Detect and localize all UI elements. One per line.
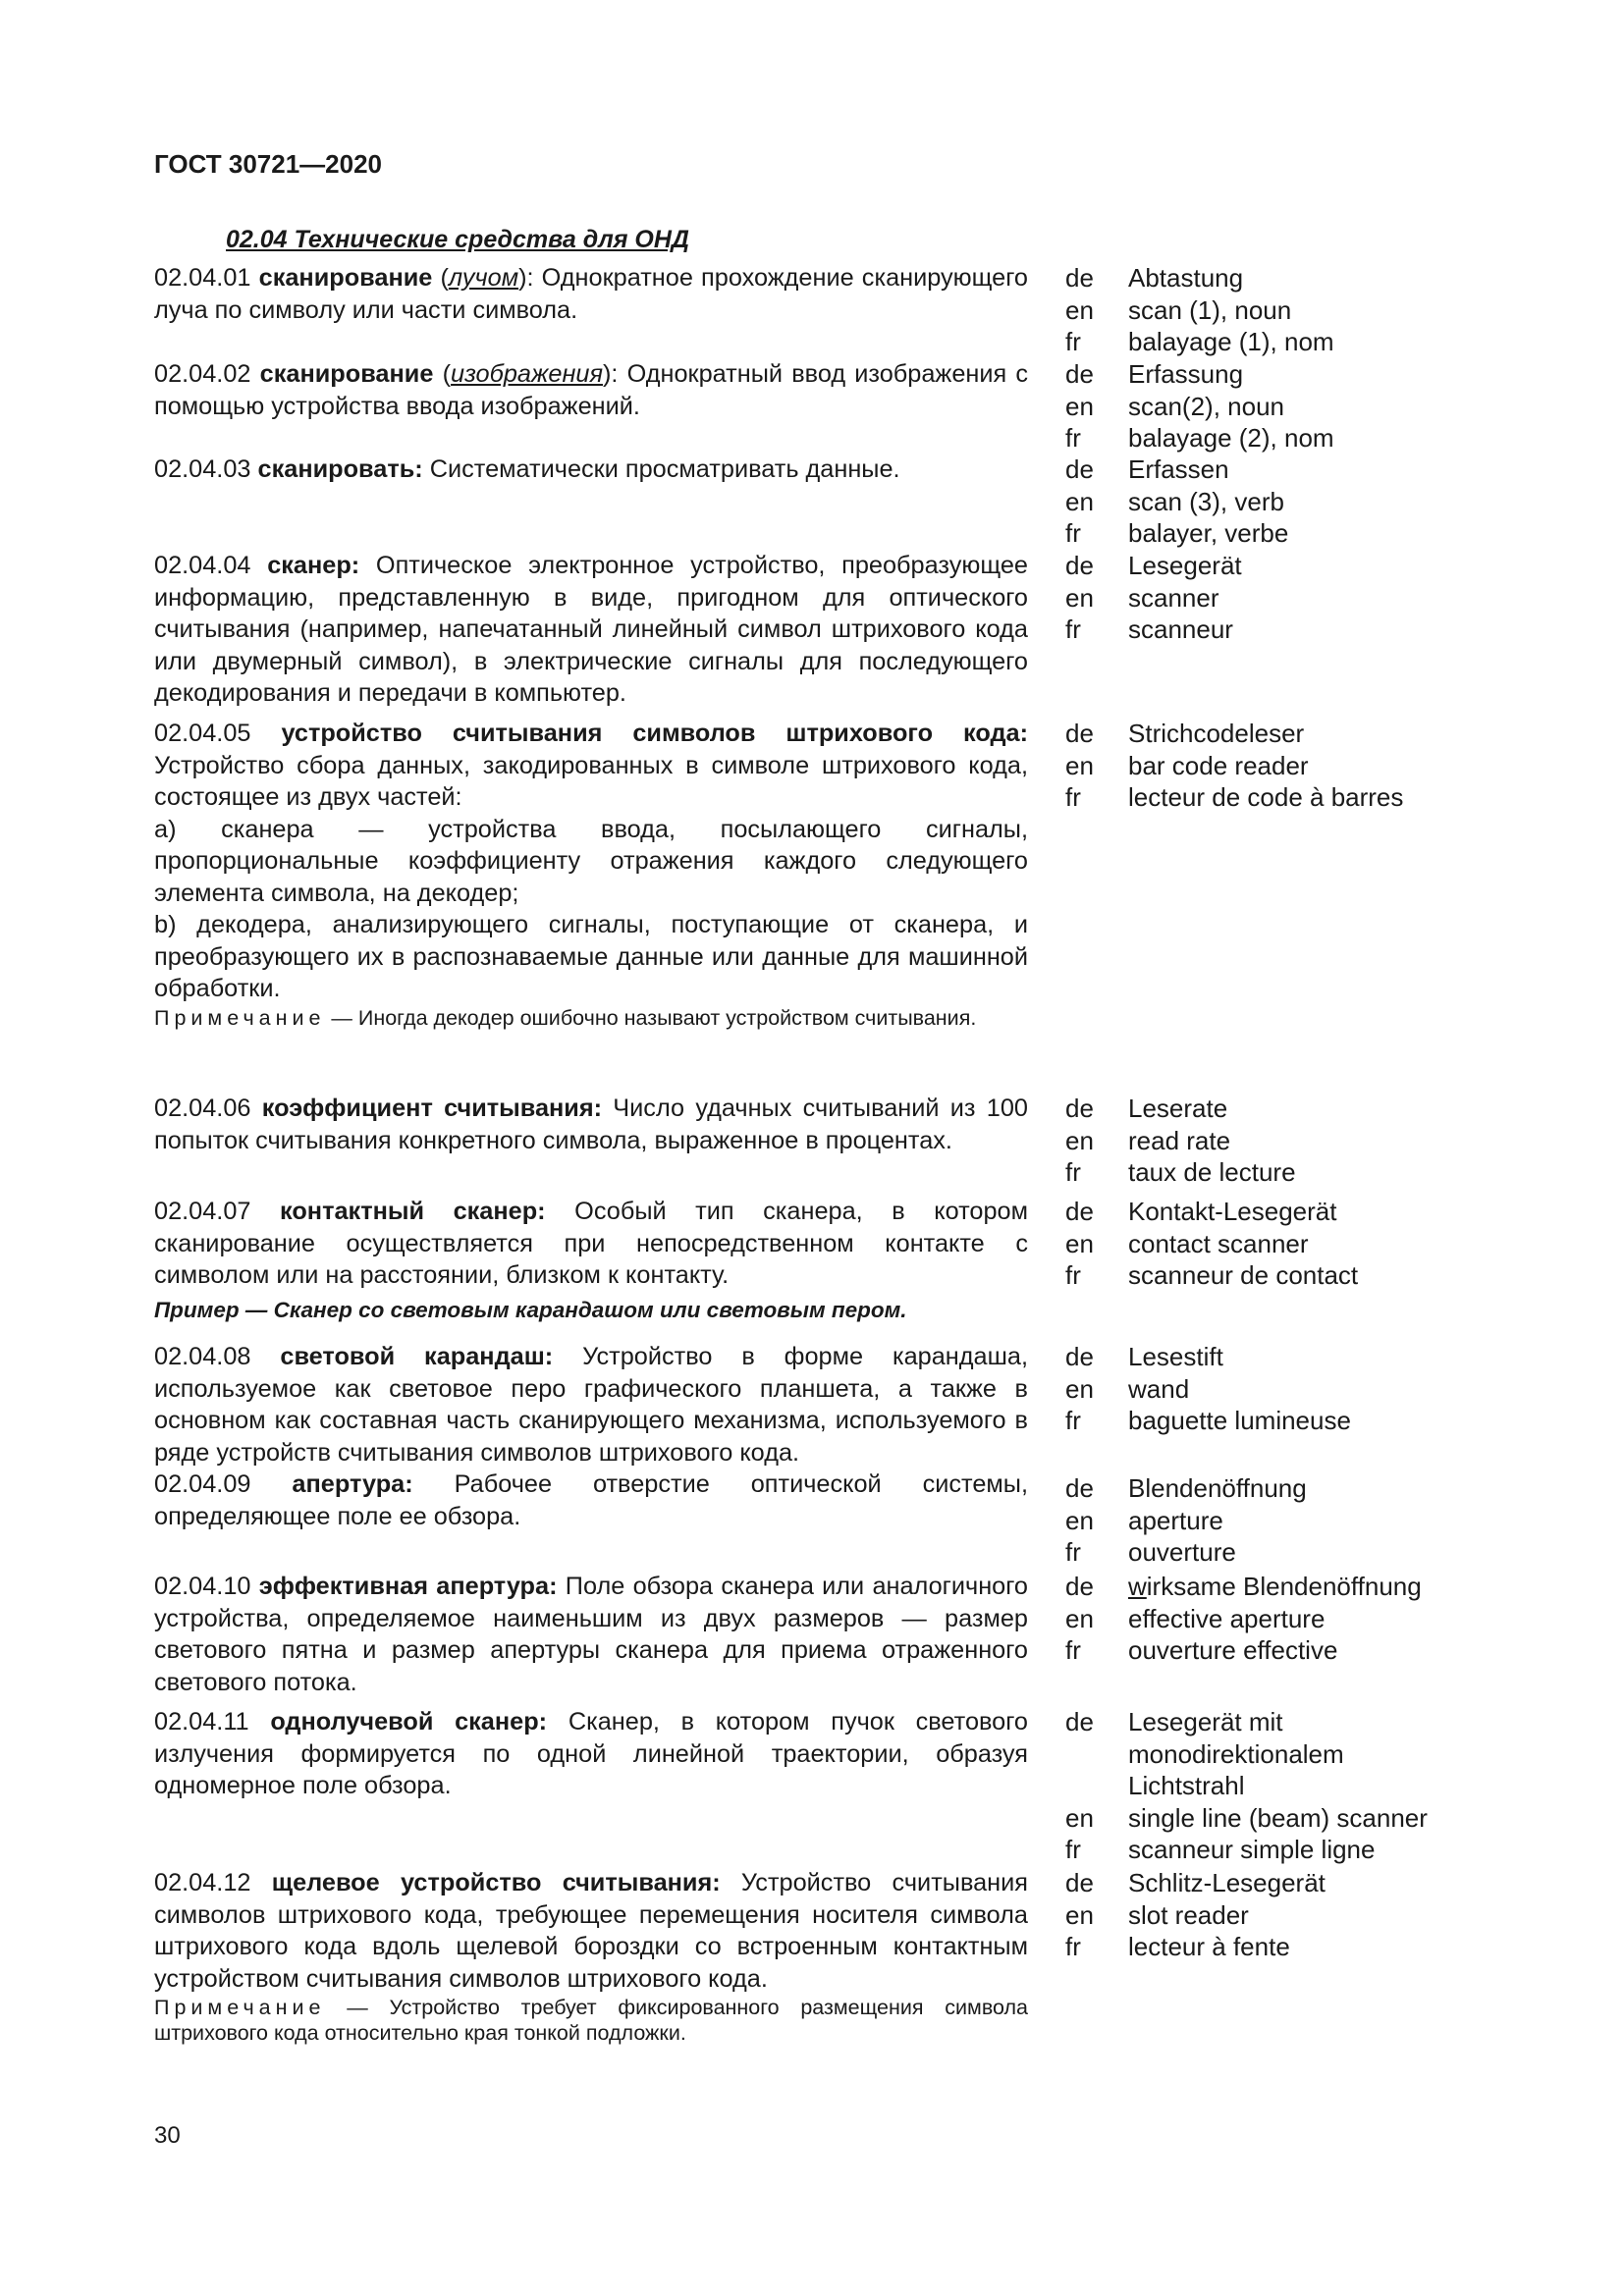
term-row: de Kontakt-Lesegerät bbox=[1065, 1197, 1337, 1226]
equivalent-terms bbox=[1065, 1341, 1624, 1437]
term-row: fr scanneur bbox=[1065, 614, 1233, 644]
term-row: de Erfassung bbox=[1065, 359, 1244, 389]
term-row: en scan (3), verb bbox=[1065, 486, 1284, 516]
term-row: fr baguette lumineuse bbox=[1065, 1406, 1351, 1435]
term-row: fr scanneur de contact bbox=[1065, 1260, 1359, 1290]
term: контактный сканер: bbox=[280, 1198, 546, 1225]
term: сканировать: bbox=[257, 455, 423, 483]
term-row: fr balayer, verbe bbox=[1065, 518, 1289, 548]
term-row: de Schlitz-Lesegerät bbox=[1065, 1868, 1326, 1897]
equivalent-terms bbox=[1065, 1093, 1624, 1189]
equivalent-terms bbox=[1065, 1867, 1624, 1963]
term-row: en read rate bbox=[1065, 1125, 1231, 1155]
term-row: monodirektionalem bbox=[1128, 1738, 1344, 1769]
term-row: en wand bbox=[1065, 1373, 1190, 1404]
term-qualifier: изображения bbox=[451, 360, 603, 388]
term-row: fr balayage (1), nom bbox=[1065, 327, 1334, 356]
equivalent-terms bbox=[1065, 454, 1624, 550]
equivalent-terms bbox=[1065, 1706, 1624, 1866]
definition-text: Однократное прохождение сканирующего луча по символу или части символа. bbox=[154, 264, 1028, 324]
list-item-a: a) сканера — устройства ввода, посылающего сигналы, пропорциональные коэффициенту отражения каждого следующего элемента символа, на декодер; bbox=[154, 815, 1028, 907]
definition: 02.04.04 сканер: Оптическое электронное устройство, преобразующее информацию, представленную в виде, пригодном для оптического считывания (например, напечатанный линейный символ штрихового кода или двумерный символ), в электрические сигналы для последующего декодирования и передачи в компьютер. bbox=[154, 552, 1028, 707]
term: эффективная апертура: bbox=[258, 1573, 558, 1600]
term-row: fr ouverture bbox=[1065, 1537, 1236, 1567]
term-row: fr ouverture effective bbox=[1065, 1635, 1338, 1665]
definition: 02.04.06 коэффициент считывания: Число удачных считываний из 100 попыток считывания конкретного символа, выраженное в процентах. bbox=[154, 1095, 1028, 1154]
term-row: de Leserate bbox=[1065, 1094, 1228, 1123]
term-row: fr lecteur à fente bbox=[1065, 1932, 1290, 1961]
section-title: 02.04 Технические средства для ОНД bbox=[226, 226, 689, 253]
term-row: en scan (1), noun bbox=[1065, 294, 1292, 325]
definition: 02.04.02 сканирование (изображения): Однократный ввод изображения с помощью устройства ввода изображений. bbox=[154, 360, 1029, 420]
term-row: en slot reader bbox=[1065, 1899, 1249, 1930]
term-row: Lichtstrahl bbox=[1128, 1771, 1245, 1800]
term-row: en contact scanner bbox=[1065, 1228, 1309, 1258]
term-row: de Strichcodeleser bbox=[1065, 719, 1305, 748]
note-text: — Устройство требует фиксированного размещения символа штрихового кода относительно края тонкой подложки. bbox=[154, 1996, 1028, 2045]
definition: 02.04.11 однолучевой сканер: Сканер, в котором пучок светового излучения формируется по одной линейной траектории, образуя одномерное поле обзора. bbox=[154, 1708, 1028, 1799]
definition: 02.04.07 контактный сканер: Особый тип сканера, в котором сканирование осуществляется при непосредственном контакте с символом или на расстоянии, близком к контакту. Пример — Сканер со световым карандашом или световым пером. bbox=[154, 1196, 1028, 1325]
entry-number: 02.04.01 bbox=[154, 264, 251, 292]
definition: 02.04.03 сканировать: Систематически просматривать данные. bbox=[154, 455, 900, 483]
definition: 02.04.08 световой карандаш: Устройство в форме карандаша, используемое как световое перо графического планшета, а также в основном как составная часть сканирующего механизма, используемого в ряде устройств считывания символов штрихового кода. bbox=[154, 1343, 1028, 1467]
term: сканирование bbox=[258, 264, 433, 292]
term: апертура: bbox=[292, 1470, 413, 1498]
term-row: en bar code reader bbox=[1065, 750, 1309, 780]
term-row: fr scanneur simple ligne bbox=[1065, 1835, 1376, 1864]
example: Пример — Сканер со световым карандашом или световым пером. bbox=[154, 1297, 907, 1322]
term-row: fr lecteur de code à barres bbox=[1065, 782, 1404, 812]
term-row: de Lesegerät mit bbox=[1065, 1707, 1283, 1736]
term: сканер: bbox=[267, 552, 360, 579]
term: сканирование bbox=[259, 360, 434, 388]
term: щелевое устройство считывания: bbox=[271, 1869, 721, 1896]
term-row: en scanner bbox=[1065, 582, 1219, 613]
definition: 02.04.09 апертура: Рабочее отверстие оптической системы, определяющее поле ее обзора. bbox=[154, 1470, 1028, 1530]
term-row: en effective aperture bbox=[1065, 1603, 1326, 1633]
term: световой карандаш: bbox=[280, 1343, 554, 1370]
equivalent-terms bbox=[1065, 358, 1624, 454]
note-label: Примечание bbox=[154, 1996, 326, 2019]
equivalent-terms bbox=[1065, 262, 1624, 358]
term: коэффициент считывания: bbox=[261, 1095, 603, 1122]
note-text: — Иногда декодер ошибочно называют устройством считывания. bbox=[325, 1005, 977, 1030]
document-header: ГОСТ 30721—2020 bbox=[154, 149, 382, 179]
equivalent-terms bbox=[1065, 1571, 1624, 1667]
term: устройство считывания символов штрихового кода: bbox=[281, 720, 1029, 747]
equivalent-terms bbox=[1065, 1196, 1624, 1292]
term-row: de Abtastung bbox=[1065, 263, 1244, 293]
page-number: 30 bbox=[154, 2122, 181, 2149]
term-row: de Lesestift bbox=[1065, 1342, 1223, 1371]
term-row: fr taux de lecture bbox=[1065, 1157, 1296, 1187]
term-row: en aperture bbox=[1065, 1505, 1223, 1535]
definition: 02.04.12 щелевое устройство считывания: Устройство считывания символов штрихового кода, требующее перемещения носителя символа штрихового кода вдоль щелевой бороздки со встроенным контактным устройством считывания символов штрихового кода. Примечание — Устройство требует фиксированного размещения символа штрихового кода относительно края тонкой подложки. bbox=[154, 1869, 1028, 2045]
equivalent-terms bbox=[1065, 718, 1624, 814]
term-row: de Lesegerät bbox=[1065, 551, 1242, 580]
term-row: en scan(2), noun bbox=[1065, 391, 1284, 421]
term-qualifier: лучом bbox=[448, 264, 519, 292]
equivalent-terms bbox=[1065, 1472, 1624, 1569]
definition: 02.04.05 устройство считывания символов штрихового кода: Устройство сбора данных, закодированных в символе штрихового кода, состоящее из двух частей: a) сканера — устройства ввода, посылающего сигналы, пропорциональные коэффициенту отражения каждого следующего элемента символа, на декодер; b) декодера, анализирующего сигналы, поступающие от сканера, и преобразующего их в распознаваемые данные или данные для машинной обработки. Примечание — Иногда декодер ошибочно называют устройством считывания. bbox=[154, 720, 1029, 1030]
list-item-b: b) декодера, анализирующего сигналы, поступающие от сканера, и преобразующего их в распознаваемые данные или данные для машинной обработки. bbox=[154, 911, 1028, 1002]
term-row: de Erfassen bbox=[1065, 454, 1229, 484]
term-row: de Blendenöffnung bbox=[1065, 1473, 1307, 1503]
equivalent-terms bbox=[1065, 550, 1624, 646]
term-row: en single line (beam) scanner bbox=[1065, 1802, 1428, 1833]
note-label: Примечание bbox=[154, 1005, 326, 1030]
definition: 02.04.01 сканирование (лучом): Однократное прохождение сканирующего луча по символу или части символа. bbox=[154, 264, 1028, 324]
term-row: de wirksame Blendenöffnung bbox=[1065, 1572, 1422, 1601]
note bbox=[154, 1995, 1028, 2046]
term-row: fr balayage (2), nom bbox=[1065, 423, 1334, 453]
note bbox=[154, 1005, 1028, 1031]
definition: 02.04.10 эффективная апертура: Поле обзора сканера или аналогичного устройства, определяемое наименьшим из двух размеров — размер светового пятна и размер апертуры сканера для приема отраженного светового потока. bbox=[154, 1573, 1028, 1696]
term: однолучевой сканер: bbox=[270, 1708, 548, 1735]
